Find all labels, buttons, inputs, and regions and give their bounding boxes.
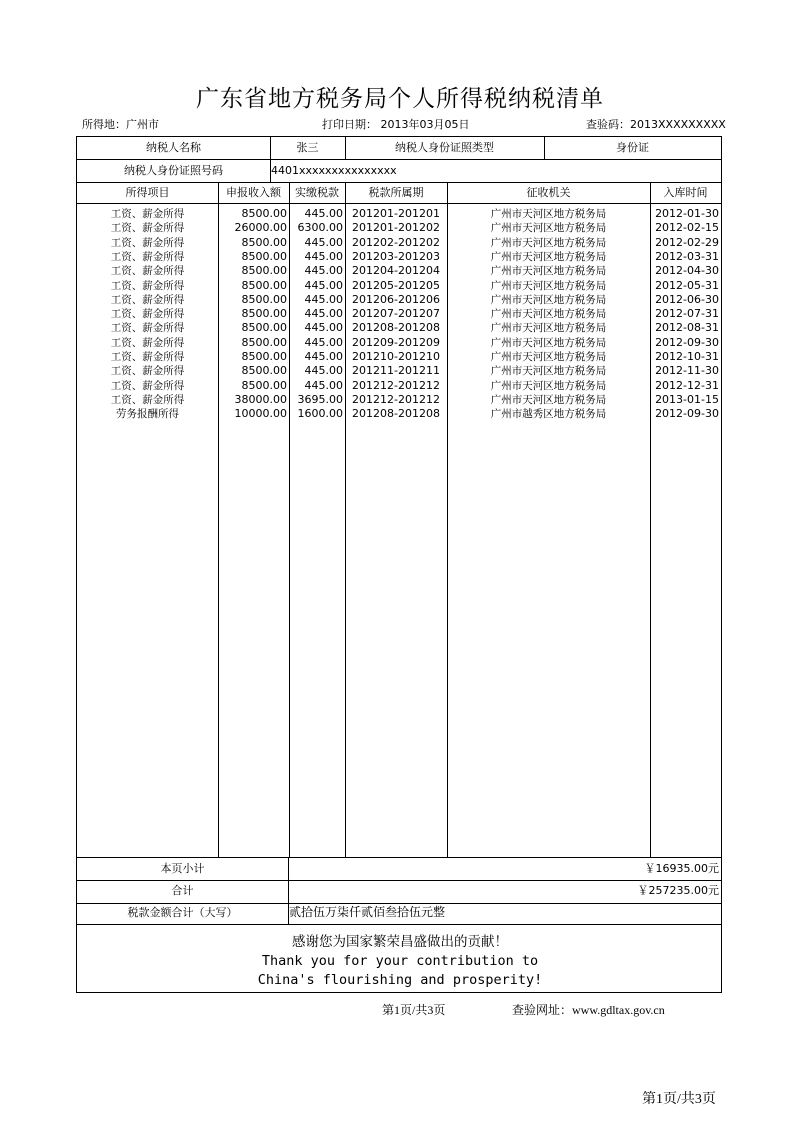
cell-tax-authority: 广州市天河区地方税务局: [490, 208, 607, 220]
column-header-tax-paid: 实缴税款: [295, 186, 339, 199]
cell-tax-paid: 445.00: [304, 207, 343, 220]
cell-storage-date: 2012-10-31: [655, 350, 719, 363]
cell-declared-income: 8500.00: [241, 307, 287, 321]
cell-tax-period: 201201-201202: [352, 221, 440, 235]
cell-declared-income: 8500.00: [241, 292, 287, 306]
cell-tax-period: 201211-201211: [352, 364, 440, 378]
table-row: [77, 321, 723, 335]
cell-income-item: 工资、薪金所得: [110, 250, 185, 263]
thanks-chinese: 感谢您为国家繁荣昌盛做出的贡献！: [292, 934, 508, 950]
cell-storage-date: 2012-11-30: [655, 364, 719, 378]
table-row: [77, 336, 723, 350]
cell-tax-period: 201209-201209: [352, 335, 440, 349]
cell-storage-date: 2012-02-29: [655, 235, 719, 249]
cell-tax-paid: 445.00: [304, 264, 343, 278]
cell-declared-income: 8500.00: [241, 249, 287, 263]
cell-declared-income: 38000.00: [234, 392, 287, 406]
column-header-income-item: 所得项目: [125, 186, 170, 199]
uppercase-total-value: 贰拾伍万柒仟贰佰叁拾伍元整: [289, 905, 446, 919]
table-row: [77, 250, 723, 264]
table-row: [77, 293, 723, 307]
cell-tax-period: 201208-201208: [352, 407, 440, 421]
cell-tax-period: 201205-201205: [352, 278, 440, 292]
cell-tax-period: 201212-201212: [352, 378, 440, 392]
taxpayer-name-value: 张三: [296, 141, 319, 154]
cell-storage-date: 2013-01-15: [655, 392, 719, 406]
cell-storage-date: 2012-02-15: [655, 221, 719, 235]
cell-tax-paid: 445.00: [304, 249, 343, 263]
cell-tax-paid: 445.00: [304, 235, 343, 249]
cell-tax-period: 201202-201202: [352, 235, 440, 249]
cell-declared-income: 8500.00: [241, 264, 287, 278]
subtotal-label: 本页小计: [160, 862, 205, 875]
cell-income-item: 工资、薪金所得: [110, 365, 185, 378]
total-value: ￥257235.00元: [637, 884, 719, 897]
subtotal-value: ￥16935.00元: [644, 862, 719, 875]
cell-tax-paid: 445.00: [304, 350, 343, 363]
cell-tax-authority: 广州市天河区地方税务局: [490, 308, 607, 321]
cell-income-item: 工资、薪金所得: [110, 222, 185, 235]
cell-tax-authority: 广州市天河区地方税务局: [490, 351, 607, 363]
cell-declared-income: 8500.00: [241, 235, 287, 249]
cell-tax-period: 201212-201212: [352, 392, 440, 406]
id-number-label: 纳税人身份证照号码: [124, 164, 223, 177]
id-number-value: 4401xxxxxxxxxxxxxxx: [271, 164, 397, 177]
cell-storage-date: 2012-03-31: [655, 249, 719, 263]
cell-tax-period: 201203-201203: [352, 249, 440, 263]
cell-storage-date: 2012-05-31: [655, 278, 719, 292]
cell-income-item: 工资、薪金所得: [110, 308, 185, 321]
cell-tax-paid: 445.00: [304, 278, 343, 292]
page-title: 广东省地方税务局个人所得税纳税清单: [196, 86, 604, 112]
column-header-declared-income: 申报收入额: [226, 186, 281, 199]
cell-storage-date: 2012-09-30: [655, 407, 719, 421]
cell-income-item: 工资、薪金所得: [110, 322, 185, 335]
cell-tax-period: 201208-201208: [352, 321, 440, 335]
table-row: [77, 279, 723, 293]
cell-declared-income: 8500.00: [241, 321, 287, 335]
cell-income-item: 工资、薪金所得: [110, 236, 185, 249]
cell-income-item: 劳务报酬所得: [116, 408, 179, 421]
cell-tax-period: 201204-201204: [352, 264, 440, 278]
table-row: [77, 350, 723, 364]
column-header-tax-period: 税款所属期: [368, 186, 424, 199]
cell-storage-date: 2012-08-31: [655, 321, 719, 335]
cell-tax-authority: 广州市天河区地方税务局: [490, 222, 607, 235]
cell-storage-date: 2012-12-31: [655, 378, 719, 392]
cell-tax-period: 201210-201210: [352, 350, 440, 363]
cell-income-item: 工资、薪金所得: [110, 336, 185, 349]
cell-declared-income: 8500.00: [241, 335, 287, 349]
cell-tax-paid: 445.00: [304, 378, 343, 392]
cell-declared-income: 8500.00: [241, 364, 287, 378]
total-label: 合计: [171, 884, 194, 897]
cell-tax-paid: 6300.00: [297, 221, 343, 235]
verify-url: 查验网址：www.gdltax.gov.cn: [512, 1003, 665, 1017]
table-row: [77, 221, 723, 235]
cell-tax-paid: 1600.00: [297, 407, 343, 421]
cell-declared-income: 8500.00: [241, 350, 287, 363]
tax-statement-table: [76, 136, 722, 993]
cell-tax-period: 201201-201201: [352, 207, 440, 220]
cell-tax-authority: 广州市天河区地方税务局: [490, 265, 607, 278]
column-header-tax-authority: 征收机关: [526, 186, 571, 199]
cell-tax-paid: 445.00: [304, 321, 343, 335]
cell-tax-paid: 445.00: [304, 292, 343, 306]
cell-tax-authority: 广州市天河区地方税务局: [490, 236, 607, 249]
table-row: [77, 407, 723, 421]
cell-income-item: 工资、薪金所得: [110, 379, 185, 392]
taxpayer-name-label: 纳税人名称: [146, 141, 201, 154]
id-type-label: 纳税人身份证照类型: [395, 141, 494, 154]
table-row: [77, 207, 723, 221]
income-location: 所得地：广州市: [82, 118, 159, 131]
cell-tax-paid: 445.00: [304, 364, 343, 378]
thanks-english-line2: China's flourishing and prosperity!: [257, 972, 543, 988]
page-number: 第1页/共3页: [382, 1003, 446, 1017]
cell-income-item: 工资、薪金所得: [110, 393, 185, 406]
uppercase-total-label: 税款金额合计（大写）: [127, 906, 238, 919]
verify-code: 查验码：2013XXXXXXXXX: [586, 118, 726, 131]
cell-tax-authority: 广州市天河区地方税务局: [490, 336, 607, 349]
cell-storage-date: 2012-04-30: [655, 264, 719, 278]
cell-tax-paid: 3695.00: [297, 392, 343, 406]
cell-tax-authority: 广州市越秀区地方税务局: [490, 408, 607, 421]
cell-tax-period: 201207-201207: [352, 307, 440, 321]
table-row: [77, 307, 723, 321]
cell-tax-period: 201206-201206: [352, 292, 440, 306]
column-header-storage-date: 入库时间: [663, 186, 708, 199]
thanks-english-line1: Thank you for your contribution to: [261, 953, 539, 969]
cell-declared-income: 26000.00: [234, 221, 287, 235]
cell-tax-authority: 广州市天河区地方税务局: [490, 293, 607, 306]
page-number-bottom: 第1页/共3页: [642, 1092, 716, 1107]
cell-declared-income: 8500.00: [241, 207, 287, 220]
table-row: [77, 379, 723, 393]
cell-income-item: 工资、薪金所得: [110, 293, 185, 306]
cell-storage-date: 2012-09-30: [655, 335, 719, 349]
cell-tax-authority: 广州市天河区地方税务局: [490, 379, 607, 392]
cell-tax-paid: 445.00: [304, 335, 343, 349]
table-row: [77, 364, 723, 378]
cell-storage-date: 2012-07-31: [655, 307, 719, 321]
cell-income-item: 工资、薪金所得: [110, 265, 185, 278]
cell-tax-authority: 广州市天河区地方税务局: [490, 393, 607, 406]
print-date: 打印日期： 2013年03月05日: [322, 118, 470, 131]
cell-tax-authority: 广州市天河区地方税务局: [490, 250, 607, 263]
table-row: [77, 393, 723, 407]
table-row: [77, 264, 723, 278]
cell-declared-income: 8500.00: [241, 378, 287, 392]
cell-tax-authority: 广州市天河区地方税务局: [490, 322, 607, 335]
cell-income-item: 工资、薪金所得: [110, 351, 185, 363]
table-row: [77, 236, 723, 250]
cell-tax-paid: 445.00: [304, 307, 343, 321]
cell-income-item: 工资、薪金所得: [110, 279, 185, 292]
cell-storage-date: 2012-06-30: [655, 292, 719, 306]
cell-income-item: 工资、薪金所得: [110, 208, 185, 220]
cell-declared-income: 10000.00: [234, 407, 287, 421]
cell-declared-income: 8500.00: [241, 278, 287, 292]
cell-tax-authority: 广州市天河区地方税务局: [490, 279, 607, 292]
cell-storage-date: 2012-01-30: [655, 207, 719, 220]
id-type-value: 身份证: [616, 141, 649, 154]
cell-tax-authority: 广州市天河区地方税务局: [490, 365, 607, 378]
